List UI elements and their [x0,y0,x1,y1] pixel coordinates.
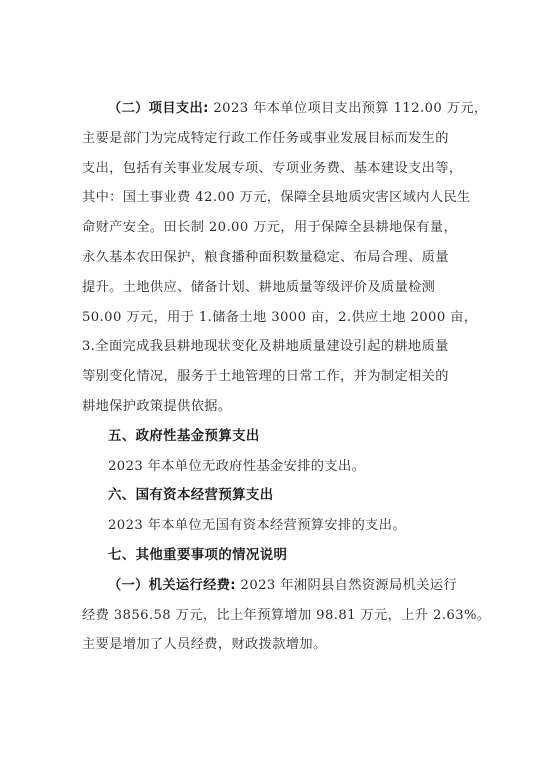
paragraph-line: 50.00 万元，用于 1.储备土地 3000 亩，2.供应土地 2000 亩， [82,309,478,325]
project-expenditure-line-1 [82,94,488,124]
project-expenditure-label: （二）项目支出: [108,101,209,116]
section-text-state-capital: 2023 年本单位无国有资本经营预算安排的支出。 [108,518,406,534]
paragraph-line: 支出，包括有关事业发展专项、专项业务费、基本建设支出等， [82,160,463,176]
document-body [82,94,491,660]
paragraph-line: 经费 3856.58 万元，比上年预算增加 98.81 万元，上升 2.63%。 [82,607,491,623]
paragraph-line: 等别变化情况，服务于土地管理的日常工作，并为制定相关的 [82,369,449,385]
paragraph-line: 主要是部门为完成特定行政工作任务或事业发展目标而发生的 [82,130,449,146]
project-expenditure-text: 2023 年本单位项目支出预算 112.00 万元， [208,101,488,116]
section-heading-state-capital: 六、国有资本经营预算支出 [108,488,274,504]
paragraph-line: 耕地保护政策提供依据。 [82,398,232,414]
section-text-government-fund: 2023 年本单位无政府性基金安排的支出。 [108,458,366,474]
paragraph-line: 命财产安全。田长制 20.00 万元，用于保障全县耕地保有量， [82,220,458,236]
paragraph-line: 其中：国土事业费 42.00 万元，保障全县地质灾害区域内人民生 [82,190,471,206]
paragraph-line: 提升。土地供应、储备计划、耕地质量等级评价及质量检测 [82,279,436,295]
paragraph-line: 主要是增加了人员经费，财政拨款增加。 [82,637,327,653]
operating-expense-label: （一）机关运行经费: [108,577,236,593]
section-heading-government-fund: 五、政府性基金预算支出 [108,428,260,444]
paragraph-line: 永久基本农田保护，粮食播种面积数量稳定、布局合理、质量 [82,249,449,265]
section-heading-other-matters: 七、其他重要事项的情况说明 [108,547,288,563]
paragraph-line: 3.全面完成我县耕地现状变化及耕地质量建设引起的耕地质量 [82,339,449,355]
operating-expense-line-1 [82,571,482,601]
operating-expense-text: 2023 年湘阴县自然资源局机关运行 [235,577,457,593]
